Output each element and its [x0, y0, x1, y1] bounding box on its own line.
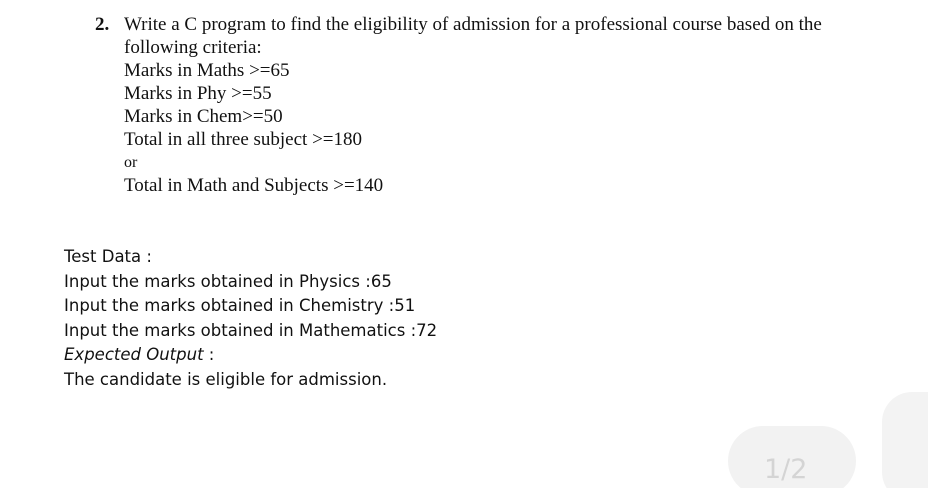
test-input-line: Input the marks obtained in Mathematics :72 [64, 320, 438, 340]
criteria-item: Total in all three subject >=180 [124, 129, 363, 150]
page-indicator-label: 1/2 [764, 454, 808, 485]
criteria-item: Marks in Chem>=50 [124, 106, 283, 127]
question-block [95, 13, 895, 197]
expected-output-heading [64, 343, 437, 368]
scroll-shade [882, 392, 928, 488]
criteria-item: Marks in Phy >=55 [124, 83, 272, 104]
criteria-item: Marks in Maths >=65 [124, 60, 290, 81]
question-text: Write a C program to find the eligibility of admission for a professional course based on the following criteria: [124, 14, 822, 58]
expected-output-text: The candidate is eligible for admission. [64, 369, 388, 389]
expected-output-colon: : [203, 345, 215, 364]
test-data-heading: Test Data : [64, 247, 152, 266]
test-input-line: Input the marks obtained in Chemistry :51 [64, 296, 416, 315]
criteria-or: or [124, 154, 138, 171]
page-indicator [728, 426, 856, 488]
question-number: 2. [95, 14, 110, 35]
test-data-block [64, 245, 437, 392]
test-input-line: Input the marks obtained in Physics :65 [64, 271, 392, 291]
criteria-list [124, 59, 895, 197]
question-header [95, 13, 895, 59]
expected-output-label: Expected Output [64, 345, 204, 364]
criteria-item: Total in Math and Subjects >=140 [124, 175, 384, 196]
